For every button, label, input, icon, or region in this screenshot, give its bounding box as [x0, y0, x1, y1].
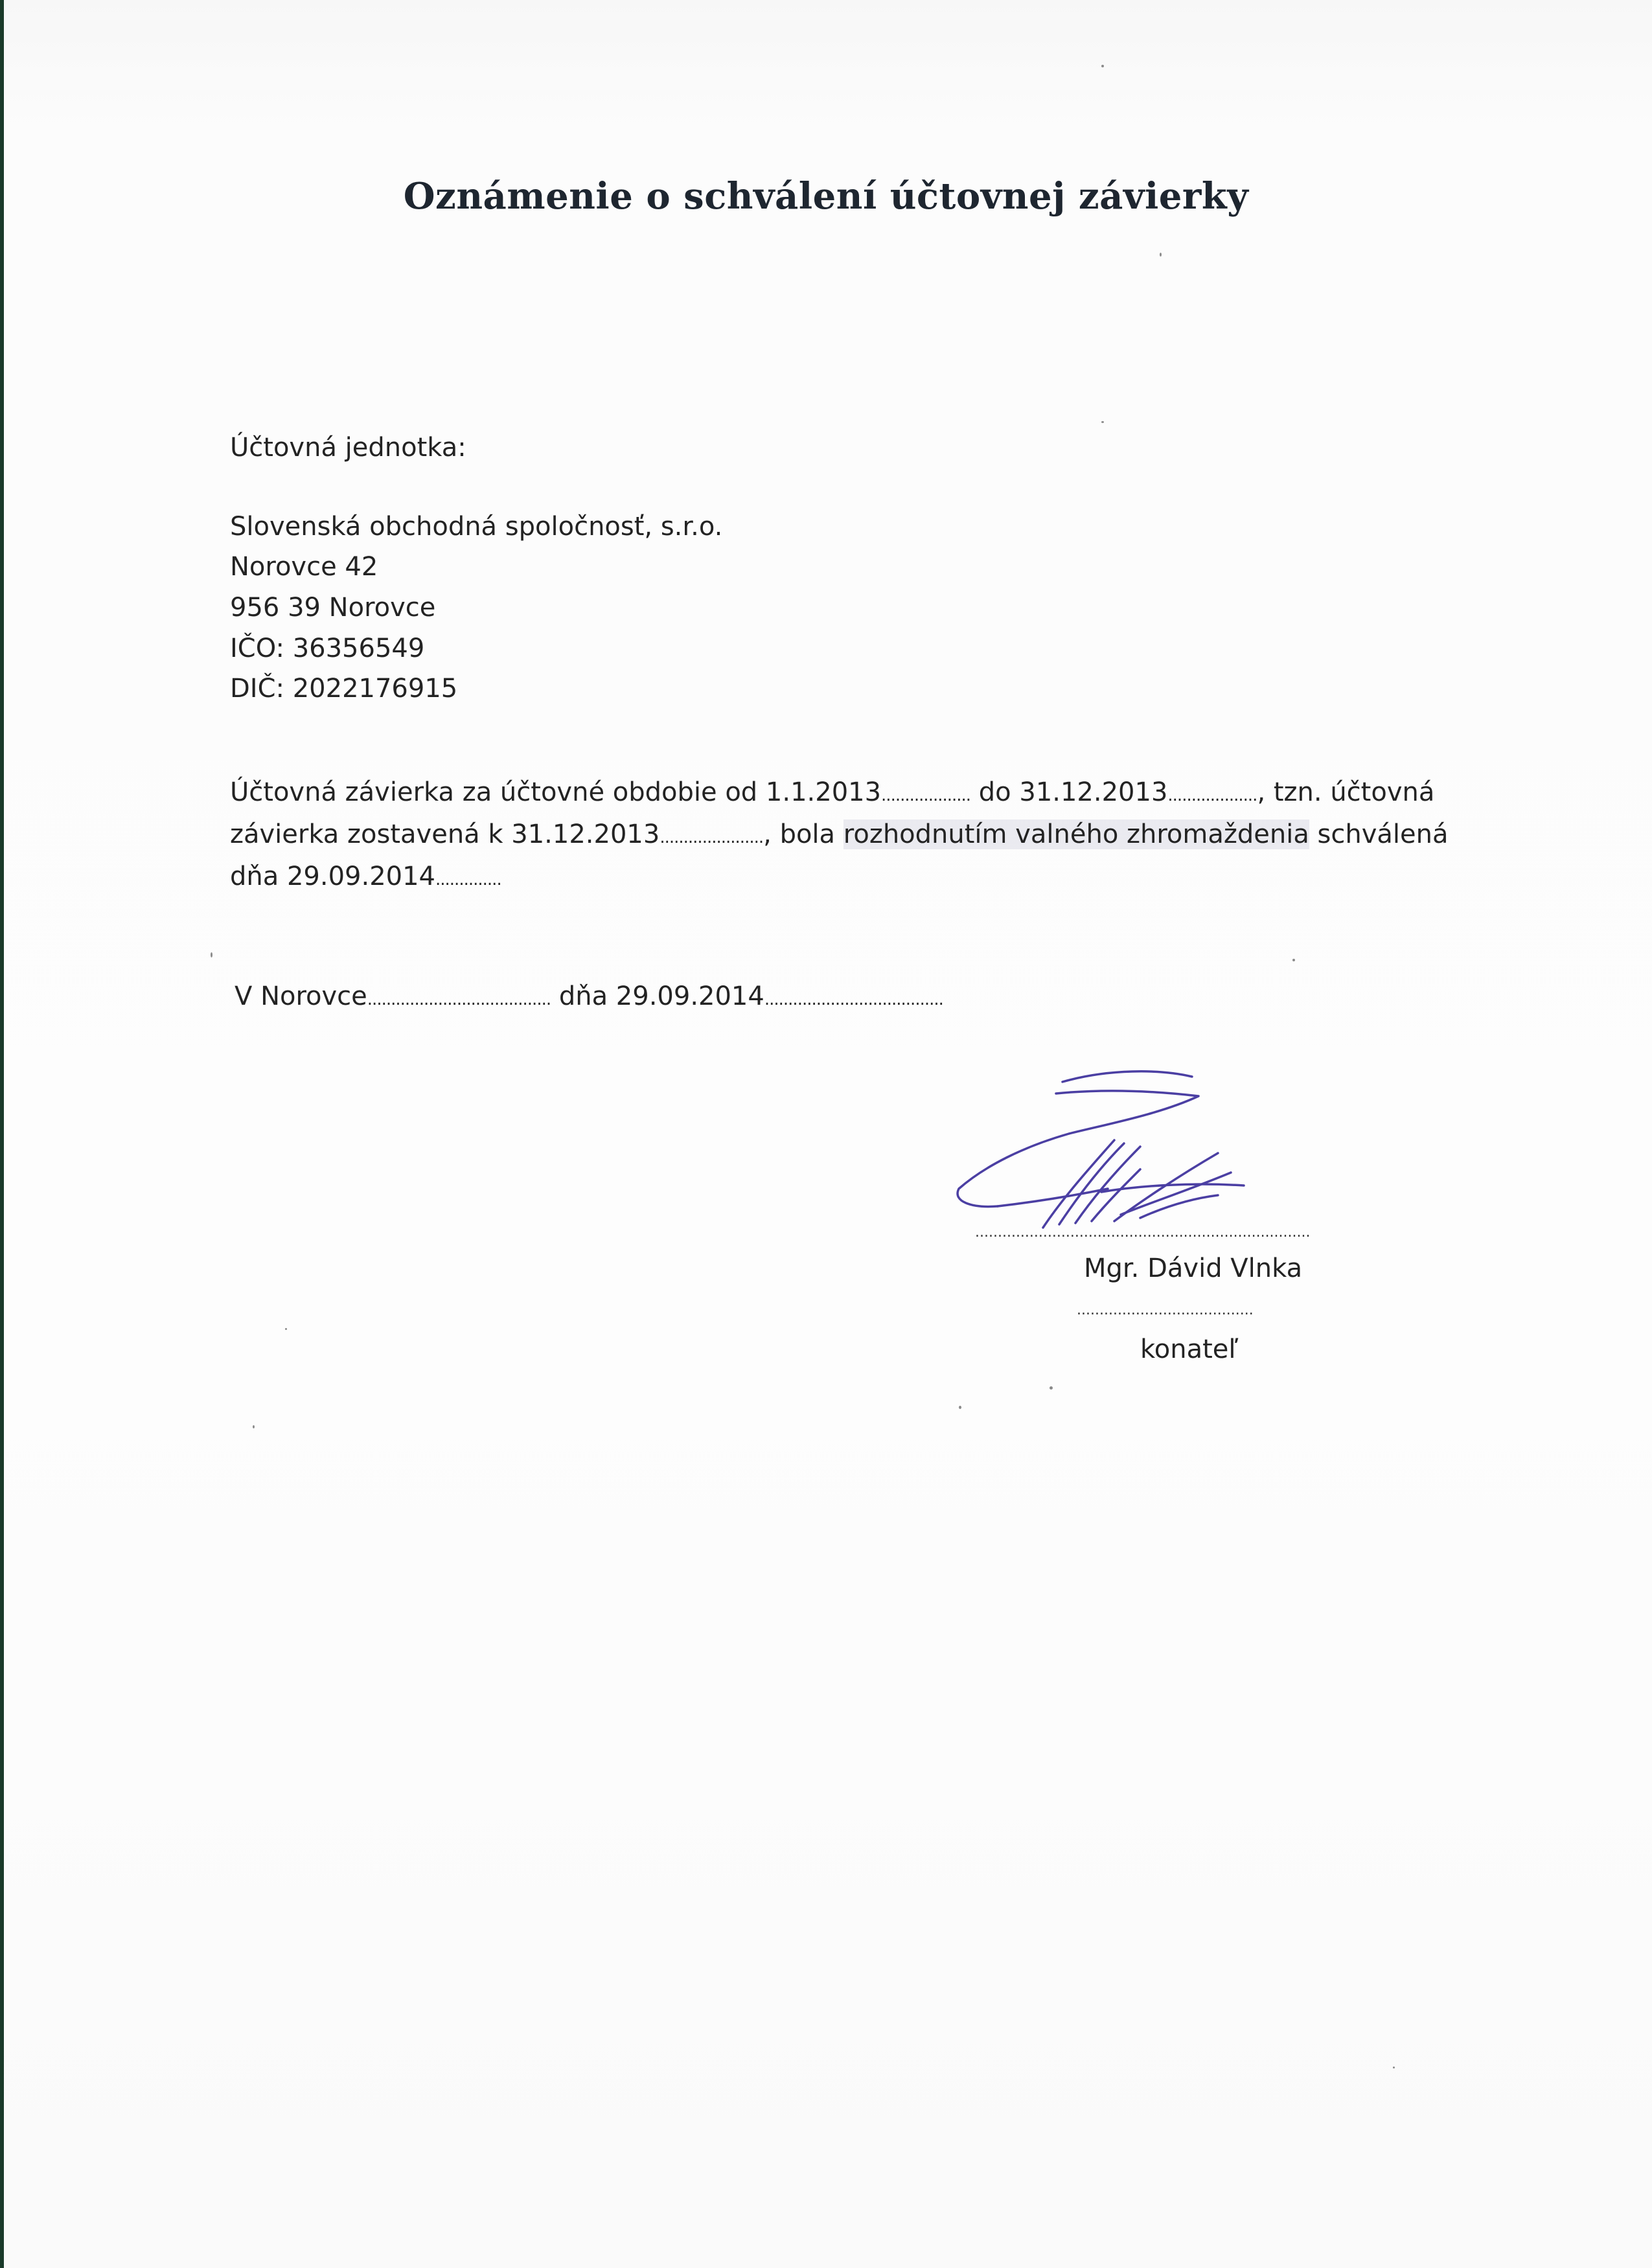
signatory-role: konateľ — [1140, 1334, 1239, 1364]
dot-leader: ................... — [1167, 786, 1257, 805]
company-name: Slovenská obchodná spoločnosť, s.r.o. — [230, 512, 723, 542]
scan-speck — [211, 952, 212, 957]
statement-period-from: Účtovná závierka za účtovné obdobie od 1.1.2013 — [230, 777, 882, 807]
company-street: Norovce 42 — [230, 552, 378, 582]
company-ico: IČO: 36356549 — [230, 634, 425, 663]
statement-line-1 — [230, 777, 1434, 807]
dot-leader: ...................................... — [764, 990, 943, 1009]
scan-speck — [253, 1425, 255, 1428]
handwritten-signature-icon — [946, 1062, 1309, 1250]
statement-period-to: do 31.12.2013 — [970, 777, 1168, 807]
dot-leader: ................... — [881, 786, 971, 805]
scan-speck — [1393, 2067, 1395, 2068]
place: V Norovce — [235, 981, 367, 1011]
scan-edge — [0, 0, 4, 2268]
scan-speck — [285, 1328, 287, 1330]
scan-speck — [1160, 253, 1162, 257]
statement-line-3 — [230, 862, 501, 891]
scan-speck — [1292, 959, 1295, 961]
statement-decision: rozhodnutím valného zhromaždenia — [843, 819, 1309, 849]
unit-label: Účtovná jednotka: — [230, 433, 466, 463]
signature-dot-line: .......................................................................... — [975, 1224, 1311, 1241]
statement-approved: schválená — [1309, 819, 1449, 849]
scan-speck — [1050, 1386, 1053, 1390]
date: dňa 29.09.2014 — [551, 981, 764, 1011]
statement-tzn: , tzn. účtovná — [1257, 777, 1435, 807]
company-dic: DIČ: 2022176915 — [230, 674, 458, 704]
signatory-name: Mgr. Dávid Vlnka — [1084, 1254, 1303, 1283]
dot-leader: ....................................... — [367, 990, 551, 1009]
role-dot-line: ....................................... — [1077, 1302, 1254, 1318]
scan-speck — [1101, 421, 1104, 423]
scan-speck — [959, 1406, 961, 1409]
dot-leader: ...................... — [660, 828, 764, 847]
dot-leader: .............. — [435, 870, 501, 889]
statement-line-2 — [230, 819, 1449, 849]
statement-was: , bola — [763, 819, 843, 849]
statement-approval-date: dňa 29.09.2014 — [230, 862, 435, 891]
page-title: Oznámenie o schválení účtovnej závierky — [403, 175, 1249, 218]
scan-speck — [1101, 65, 1104, 67]
statement-compiled: závierka zostavená k 31.12.2013 — [230, 819, 660, 849]
place-date-line — [235, 981, 943, 1011]
company-city: 956 39 Norovce — [230, 593, 436, 623]
